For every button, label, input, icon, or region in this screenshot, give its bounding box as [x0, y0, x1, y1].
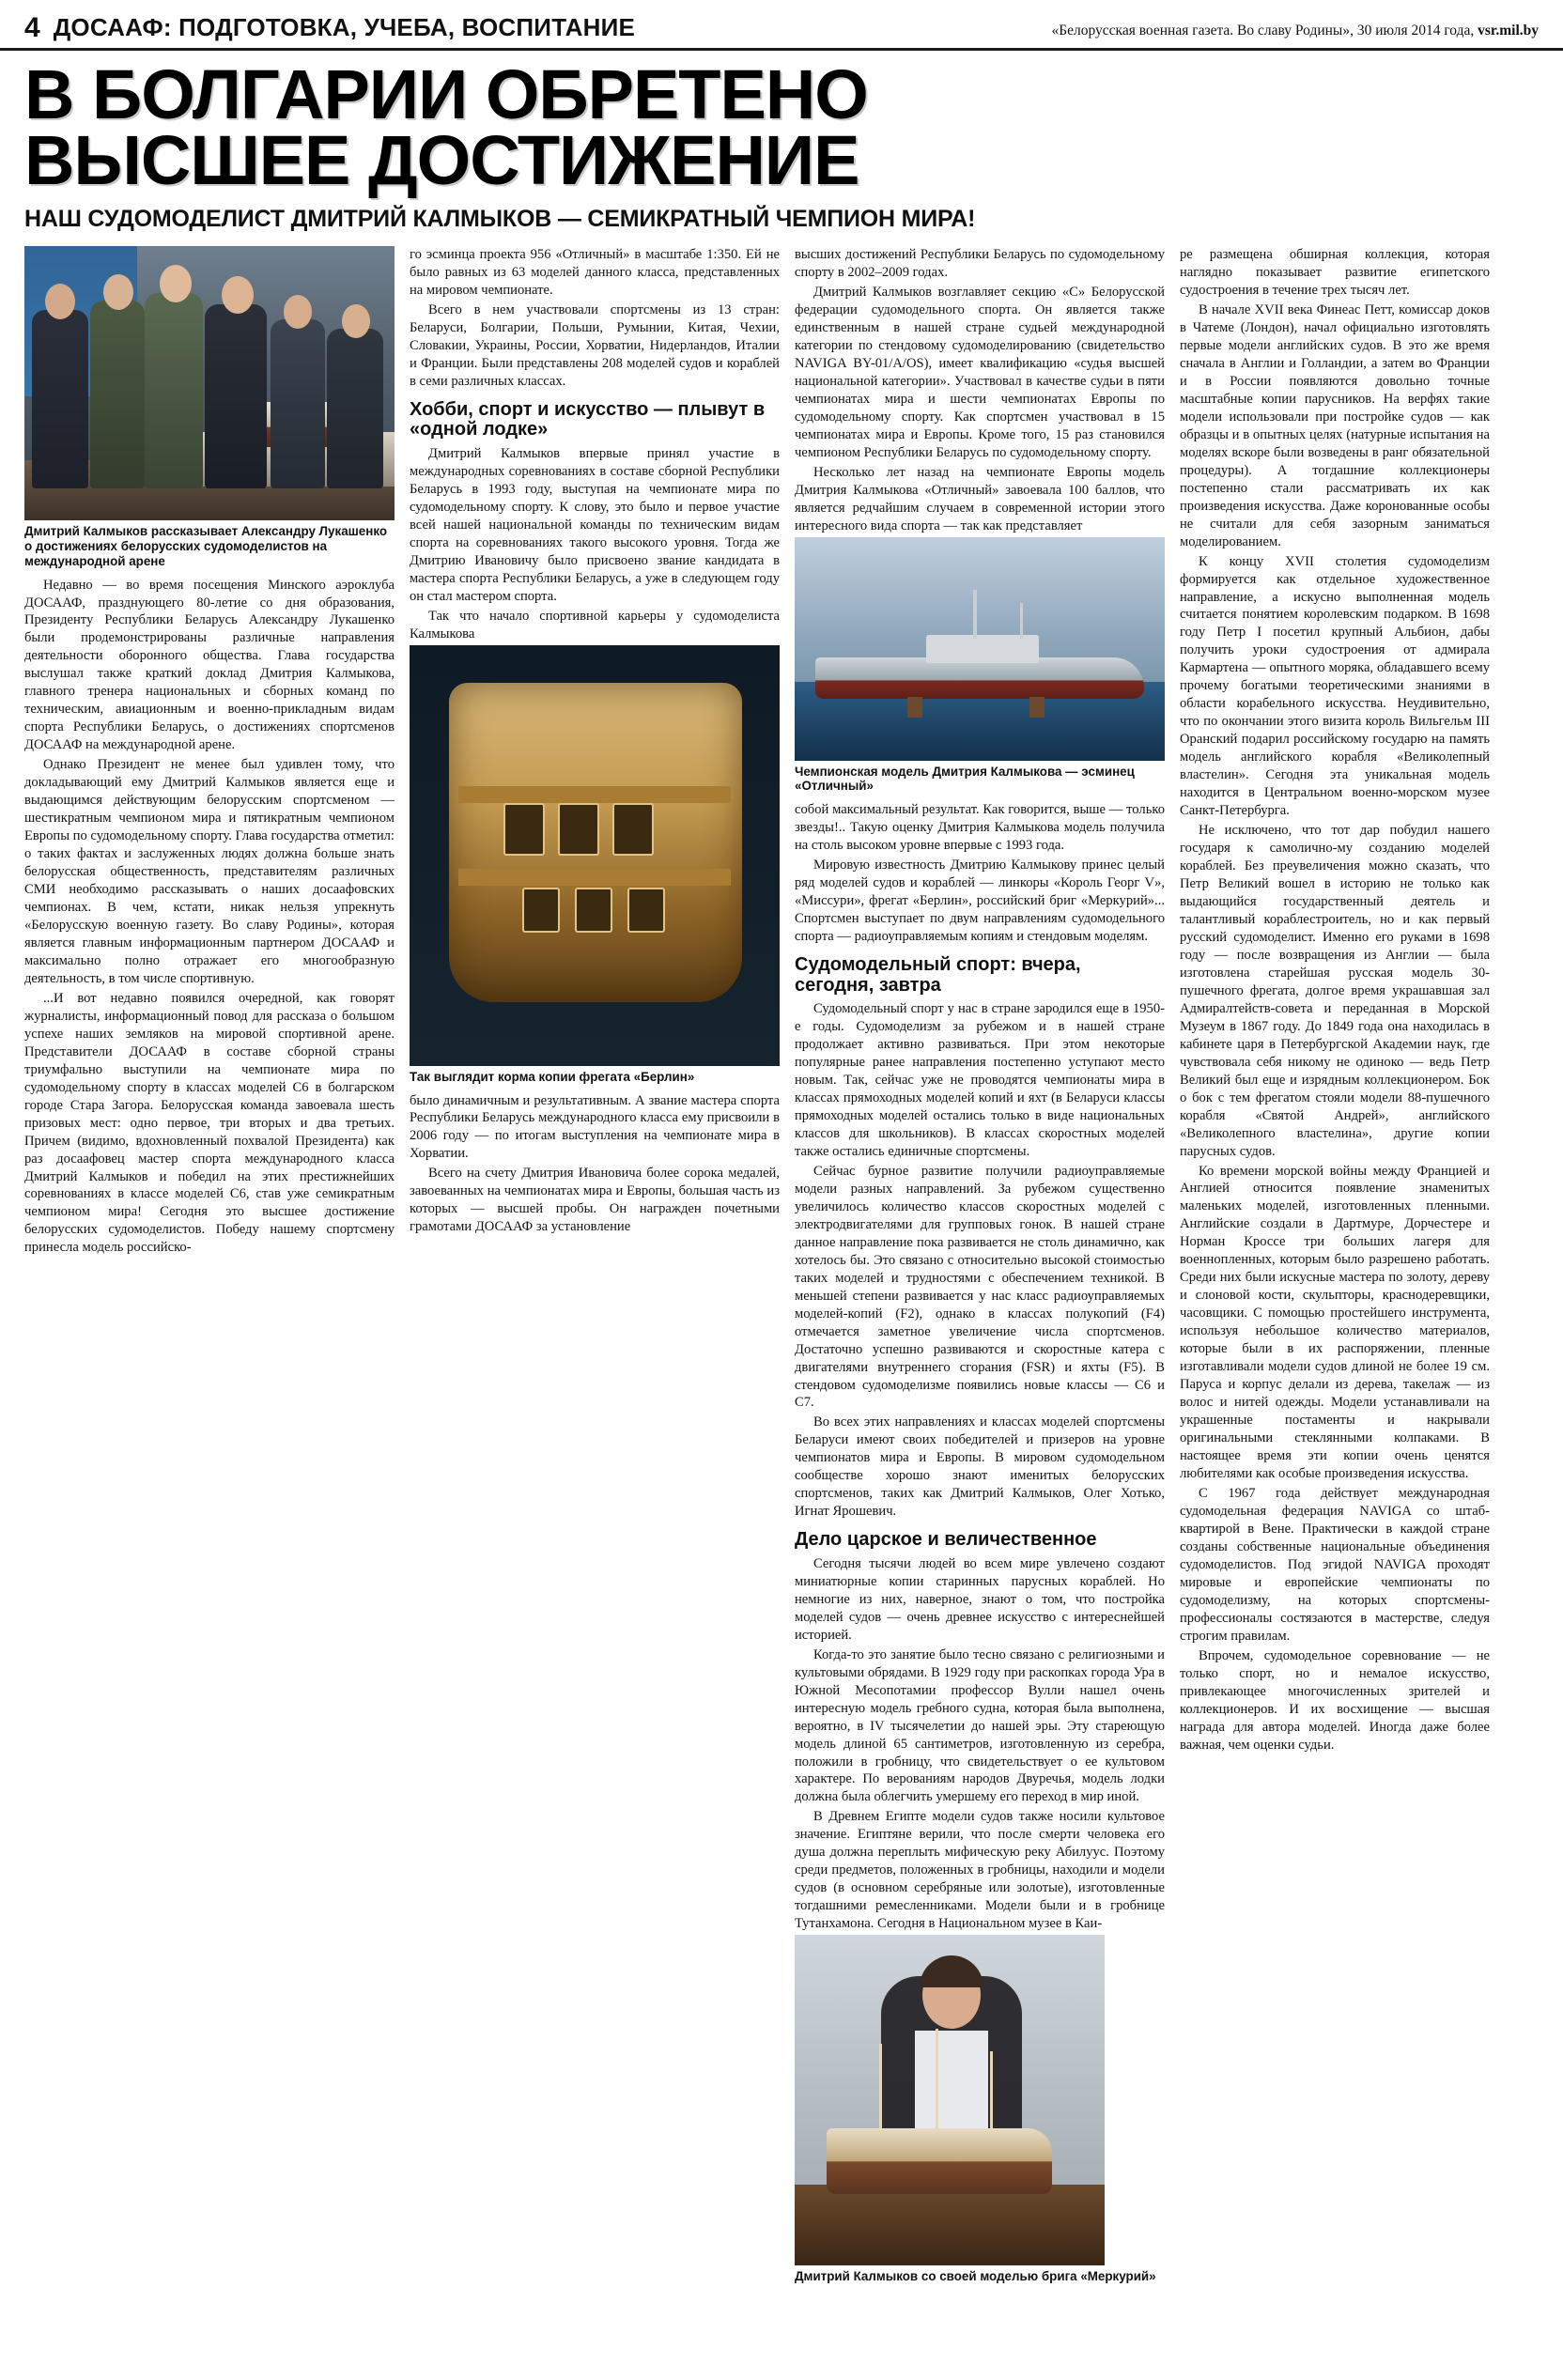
- photo-berlin-frigate-stern: [410, 645, 780, 1066]
- issue-info: [1051, 23, 1539, 42]
- photo4-mast-fore: [879, 2044, 882, 2134]
- photo1-head-5: [284, 295, 312, 329]
- col4-paragraph-2: В начале XVII века Финеас Петт, комиссар доков в Чатеме (Лондон), начал официально изготовлять первые модели английских судов. В это же время сначала в Англии и Голландии, а затем во Франции и в России появляются довольно точные масштабные копии парусников. На верфях такие модели использовали при постройке судов — как образцы и в опытных целях (натурные испытания на моделях вскоре были возведены в ранг обязательной процедуры). А тогдашние коллекционеры постепенно стали рассматривать их как произведения искусства. Даже коронованные особы не считали для себя зазорным заниматься моделированием.: [1180, 302, 1490, 549]
- subhead-royal: Дело царское и величественное: [795, 1529, 1097, 1551]
- photo-destroyer-model: [795, 537, 1165, 761]
- caption-photo-1: Дмитрий Калмыков рассказывает Александру Лукашенко о достижениях белорусских судомоделистов на международной арене: [24, 524, 388, 568]
- col1-paragraph-1: Недавно — во время посещения Минского аэроклуба ДОСААФ, празднующего 80-летие со дня образования, Президенту Республики Беларусь Александру Лукашенко были продемонстрированы различные направления деятельности оборонного общества. Глава государства выслушал также краткий доклад Дмитрия Калмыкова, главного тренера национальных и сборных команд по техническим, авиационным и военно-прикладным видам спорта Республики Беларусь, о достижениях спортсменов ДОСААФ на международной арене.: [24, 577, 395, 753]
- column-2: [410, 246, 780, 1238]
- site-url[interactable]: vsr.mil.by: [1478, 23, 1539, 39]
- col4-paragraph-5: Ко времени морской войны между Францией и Англией относится появление знаменитых маленьких моделей, изготовленных пленными. Английские создали в Дартмуре, Дорчестере и Норман Кроссе три больших лагеря для военнопленных, которым было разрешено работать. Среди них были искусные мастера по золоту, дереву и слоновой кости, скульпторы, краснодеревщики, часовщики. С помощью простейшего инструмента, используя небольшое количество материалов, которые были в их распоряжении, пленные изготавливали модели судов длиной не более 19 см. Паруса и корпус делали из дерева, такелаж — из волос и нитей одежды. Модели устанавливали на украшенные постаменты и накрывали оригинальными стеклянными колпаками. В настоящее время эти копии очень ценятся любителями как особые произведения искусства.: [1180, 1163, 1490, 1481]
- col3-paragraph-10: Когда-то это занятие было тесно связано с религиозными и культовыми обрядами. В 1929 году при раскопках города Ура в Южной Месопотамии профессор Вулли нашел очень интересную модель гребного судна, которая была выполнена, вероятно, в IV тысячелетии до нашей эры. Эту стареющую модель длиной 65 сантиметров, изготовленную из серебра, положили в гробницу, что свидетельствует о ее культовом характере. По верованиям народов Двуречья, модель лодки должна была облегчить умершему его переход в мир иной.: [795, 1646, 1165, 1805]
- col2-paragraph-6: Всего на счету Дмитрия Ивановича более сорока медалей, завоеванных на чемпионатах мира и Европы, большая часть из которых — высшей пробы. Он награжден почетными грамотами ДОСААФ за установление: [410, 1166, 780, 1235]
- photo2-stand-aft: [1029, 697, 1045, 718]
- photo3-gallery-2: [458, 869, 731, 886]
- col1-paragraph-3: ...И вот недавно появился очередной, как говорят журналисты, информационный повод для рассказа о большом успехе наших земляков на мировой спортивной арене. Представители ДОСААФ в составе сборной страны триумфально выступили на чемпионате мира по судомодельному спорту в классах моделей С6 в болгарском городе Стара Загора. Белорусская команда завоевала шесть призовых мест: одно первое, три вторых и два третьих. Причем (видимо, вдохновленный похвалой Президента) как раз досаафовец мастер спорта международного класса Дмитрий Калмыков и победил на этих престижнейших соревнованиях в классе моделей С6, став уже семикратным чемпионом мира! Сегодня это высшее достижение белорусских судомоделистов. Победу нашему спортсмену принесла модель российско-: [24, 990, 395, 1256]
- photo-lukashenko-meeting: [24, 246, 395, 520]
- column-4: [1180, 246, 1490, 1755]
- photo4-table: [795, 2185, 1105, 2265]
- photo2-stand-fore: [907, 697, 922, 718]
- col2-paragraph-4: Так что начало спортивной карьеры у судомоделиста Калмыкова: [410, 608, 780, 641]
- photo1-head-6: [342, 304, 370, 338]
- caption-photo-2: Чемпионская модель Дмитрия Калмыкова — эсминец «Отличный»: [795, 764, 1135, 794]
- col4-paragraph-3: К концу XVII столетия судомоделизм формируется как отдельное художественное направление, а искусно выполненная модель считается понятием королевским подарком. В 1698 году Петр I посетил крупный Альбион, дабы получить уроки судостроения от адмирала Кармартена — опытного моряка, обладавшего всему прочему богатыми теоретическими знаниями в области корабельного искусства. Неудивительно, что по окончании этого визита король Вильгельм III Оранский подарил российскому государю на память модель английского корабля «Великолепный властелин». Сегодня эта уникальная модель находится в Центральном военно-морском музее Санкт-Петербурга.: [1180, 553, 1490, 819]
- issue-line: «Белорусская военная газета. Во славу Родины», 30 июля 2014 года,: [1051, 23, 1475, 39]
- photo1-person-4: [205, 304, 267, 488]
- photo1-person-2: [90, 301, 145, 488]
- photo3-window-4: [522, 888, 560, 933]
- col3-paragraph-2: Дмитрий Калмыков возглавляет секцию «С» Белорусской федерации судомодельного спорта. Он является также единственным в нашей стране судьей международной категории по стендовому судомоделированию (свидетельство NAVIGA BY-01/A/OS), имеет квалификацию «судья высшей национальной категории». Участвовал в качестве судьи в пяти чемпионатах мира и шести чемпионатах Европы по судомодельному спорту. Как спортсмен участвовал в 15 чемпионатах мира и Европы. Кроме того, 15 раз становился чемпионом Республики Беларусь по судомодельному спорту.: [795, 285, 1165, 460]
- col4-paragraph-7: Впрочем, судомодельное соревнование — не только спорт, но и немалое искусство, привлекающее многочисленных зрителей и коллекционеров. И их восхищение — высшая награда для автора моделей. Иногда даже более важная, чем оценки судьи.: [1180, 1647, 1490, 1753]
- page-number: 4: [24, 12, 40, 43]
- photo3-window-5: [575, 888, 612, 933]
- photo4-shirt: [915, 2031, 988, 2134]
- col2-paragraph-1: го эсминца проекта 956 «Отличный» в масштабе 1:350. Ей не было равных из 63 моделей данного класса, представленных на мировом чемпионате.: [410, 247, 780, 299]
- photo4-ship-model: [827, 2128, 1052, 2194]
- photo4-mast-mizzen: [990, 2051, 993, 2134]
- article-columns: [0, 233, 1563, 2301]
- subhead-hobby: Хобби, спорт и искусство — плывут в «одной лодке»: [410, 398, 766, 440]
- photo1-person-1: [32, 310, 88, 488]
- col4-paragraph-6: С 1967 года действует международная судомодельная федерация NAVIGA со штаб-квартирой в Вене. Практически в каждой стране созданы собственные национальные объединения судомоделистов. Под эгидой NAVIGA проходят мировые и европейские чемпионаты по судомоделизму, на которых спортсмены-профессионалы состязаются в мастерстве, следуя строгим правилам.: [1180, 1485, 1490, 1644]
- caption-photo-3: Так выглядит корма копии фрегата «Берлин»: [410, 1069, 695, 1084]
- col3-paragraph-6: Судомодельный спорт у нас в стране зародился еще в 1950-е годы. Судомоделизм за рубежом и в нашей стране продолжает активно развиваться. При этом некоторые популярные ранее направления постепенно уступают место новым. Так, сейчас уже не проводятся чемпионаты мира в классах прямоходных моделей копий и яхт (в Беларуси классы прямоходных моделей остались только в виде национальных классов для школьников). В классах скоростных моделей также остались единичные спортсмены.: [795, 1001, 1165, 1159]
- photo1-head-2: [103, 274, 133, 310]
- photo2-mast-aft: [1020, 603, 1023, 639]
- col1-paragraph-2: Однако Президент не менее был удивлен тому, что докладывающий ему Дмитрий Калмыков является еще и выдающимся действующим белорусским спортсменом — шестикратным чемпионом мира и пятикратным чемпионом Европы по судомодельному спорту. Глава государства отметил: о таких фактах и заслуженных людях должна больше знать белорусская общественность, представителям различных СМИ необходимо рассказывать о наших досаафовских чемпионах. В чем, кстати, никак нельзя упрекнуть «Белорусскую военную газету. Во славу Родины», которая является главным информационным партнером ДОСААФ и максимально полно отражает его многообразную деятельность, в том числе спортивную.: [24, 757, 395, 986]
- photo2-hull: [815, 657, 1144, 699]
- photo3-window-2: [558, 803, 599, 856]
- photo1-head-4: [222, 276, 254, 314]
- col3-paragraph-3: Несколько лет назад на чемпионате Европы модель Дмитрия Калмыкова «Отличный» завоевала 100 баллов, что является редчайшим случаем в современной истории этого интересного вида спорта — так как представляет: [795, 464, 1165, 533]
- photo2-superstructure: [926, 635, 1039, 663]
- photo3-window-6: [627, 888, 665, 933]
- photo1-head-3: [160, 265, 192, 302]
- photo1-person-6: [327, 329, 383, 488]
- section-title: ДОСААФ: ПОДГОТОВКА, УЧЕБА, ВОСПИТАНИЕ: [53, 13, 636, 41]
- col2-paragraph-3: Дмитрий Калмыков впервые принял участие в международных соревнованиях в составе сборной Республики Беларусь в 1993 году, выступая на чемпионате мира по судомодельному спорту. К слову, это было и первое участие всей нашей национальной команды по техническим видам спорта на соревнованиях такого высокого уровня. Тогда же Дмитрию Ивановичу было присвоено звание кандидата в мастера спорта Республики Беларусь, а уже в следующем году он стал мастером спорта.: [410, 446, 780, 604]
- col3-paragraph-1: высших достижений Республики Беларусь по судомодельному спорту в 2002–2009 годах.: [795, 247, 1165, 281]
- headline-line-1: В БОЛГАРИИ ОБРЕТЕНО: [24, 55, 868, 133]
- column-1: [24, 246, 395, 1259]
- photo2-mast-main: [973, 590, 977, 639]
- subhead-sport-time: Судомодельный спорт: вчера, сегодня, завтра: [795, 953, 1081, 996]
- masthead: [0, 0, 1563, 51]
- col3-paragraph-7: Сейчас бурное развитие получили радиоуправляемые модели разных направлений. За рубежом существенно увеличилось количество классов скоростных моделей с электродвигателями для групповых гонок. В нашей стране данное направление пока развивается не столь динамично, как хотелось бы. Это связано с относительно высокой стоимостью таких моделей и трудностями с обеспечением техникой. В меньшей степени развивается у нас класс радиоуправляемых моделей-копий (F2), однако в классах полукопий (F4) отмечается заметное увеличение числа спортсменов. Достаточно успешно развиваются и скоростные катера с двигателями внутреннего сгорания (FSR) и яхты (F5). В стендовом судомоделизме появились новые классы — С6 и С7.: [795, 1163, 1165, 1411]
- headline-block: [0, 51, 1563, 233]
- photo1-head-1: [45, 284, 75, 319]
- headline-line-2: ВЫСШЕЕ ДОСТИЖЕНИЕ: [24, 120, 859, 199]
- photo3-window-1: [503, 803, 545, 856]
- subheadline: НАШ СУДОМОДЕЛИСТ ДМИТРИЙ КАЛМЫКОВ — СЕМИКРАТНЫЙ ЧЕМПИОН МИРА!: [24, 206, 976, 233]
- col2-paragraph-5: было динамичным и результативным. А звание мастера спорта Республики Беларусь международного класса ему присвоили в 2006 году — по итогам выступления на чемпионате мира в Хорватии.: [410, 1092, 780, 1162]
- photo1-person-3: [145, 293, 203, 488]
- col2-paragraph-2: Всего в нем участвовали спортсмены из 13 стран: Беларуси, Болгарии, Польши, Румынии, Китая, Чехии, Словакии, Украины, России, Хорватии, Нидерландов, Италии и Франции. Были представлены 208 моделей судов и кораблей в семи различных классах.: [410, 302, 780, 389]
- photo-modeller-with-merkury: [795, 1935, 1105, 2265]
- photo3-gallery-1: [458, 786, 731, 803]
- photo3-window-3: [612, 803, 654, 856]
- col3-paragraph-4: собой максимальный результат. Как говорится, выше — только звезды!.. Такую оценку Дмитрия Калмыкова модель получила на столь высоком уровне впервые с 1993 года.: [795, 802, 1165, 854]
- caption-photo-4: Дмитрий Калмыков со своей моделью брига «Меркурий»: [795, 2269, 1156, 2284]
- photo4-mast-main: [936, 2029, 938, 2134]
- col4-paragraph-4: Не исключено, что тот дар побудил нашего государя к самолично-му созданию моделей кораблей. Без преувеличения можно сказать, что Петр Великий вошел в историю не только как выдающийся государственный деятель и талантливый кораблестроитель, но и как первый русский судомоделист. Именно его руками в 1698 году — после возвращения из Англии — была изготовлена старейшая русская модель 30-пушечного фрегата, долгое время украшавшая зал Адмиралтейств-совета и переданная в Морской Музеум в 1867 году. До 1849 года она находилась в кабинете царя в Петербургской Академии наук, где чувствовала себя никому не одиноко — ведь Петр Великий был еще и изрядным коллекционером. Бок о бок с тем фрегатом стояли модели 88-пушечного корабля «Святой Андрей», английского «Великолепного властелина», другие копии парусных судов.: [1180, 823, 1490, 1159]
- col4-paragraph-1: ре размещена обширная коллекция, которая наглядно показывает развитие египетского судостроения в течение трех тысяч лет.: [1180, 247, 1490, 299]
- col3-paragraph-5: Мировую известность Дмитрию Калмыкову принес целый ряд моделей судов и кораблей — линкоры «Король Георг V», «Миссури», фрегат «Берлин», российский бриг «Меркурий»... Спортсмен выступает по двум направлениям судомодельного спорта — радиоуправляемым копиям и стендовым моделям.: [795, 858, 1165, 944]
- photo1-person-5: [271, 319, 325, 488]
- headline: [24, 55, 1539, 199]
- col3-paragraph-9: Сегодня тысячи людей во всем мире увлечено создают миниатюрные копии старинных парусных кораблей. Но немногие из них, наверное, знают о том, что постройка моделей судов — очень древнее искусство с интереснейшей историей.: [795, 1555, 1165, 1643]
- col3-paragraph-11: В Древнем Египте модели судов также носили культовое значение. Египтяне верили, что после смерти человека его душа должна переплыть мифическую реку Абилуус. Поэтому среди предметов, положенных в гробницы, находили и модели судов (в основном серебряные или золотые), изготовленные тогдашними ремесленниками. Модели были и в гробнице Тутанхамона. Сегодня в Национальном музее в Каи-: [795, 1809, 1165, 1932]
- col3-paragraph-8: Во всех этих направлениях и классах моделей спортсмены Беларуси имеют своих победителей и призеров на уровне чемпионатов мира и Европы. В мировом судомодельном сообществе хорошо знают именитых белорусских спортсменов, таких как Дмитрий Калмыков, Олег Хотько, Игнат Ярошевич.: [795, 1414, 1165, 1520]
- column-3: [795, 246, 1165, 2292]
